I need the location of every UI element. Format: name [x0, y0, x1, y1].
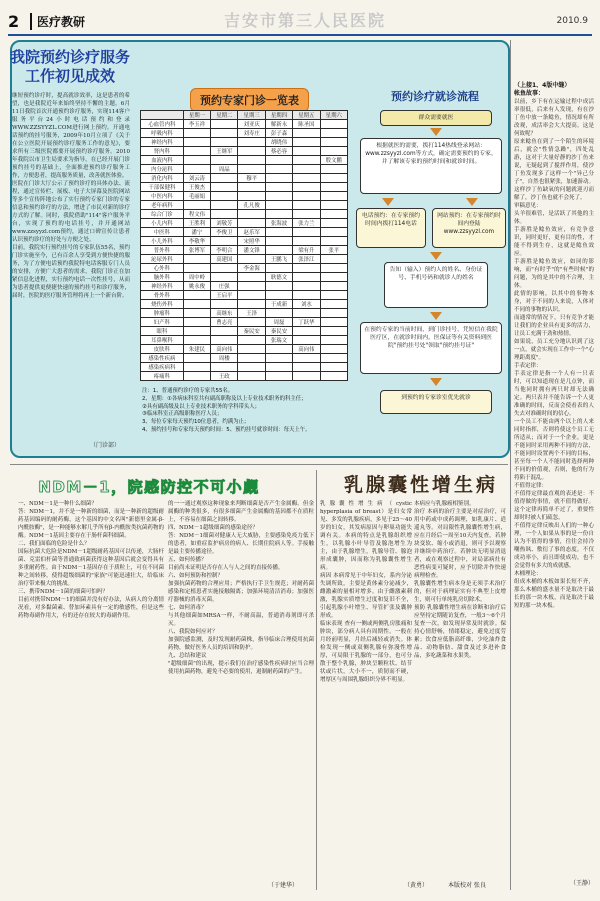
- doctor-cell: [320, 210, 347, 219]
- flow-step-submit-info: 告知（输入）预约人的姓名、身份证号、手机号码和就诊人的姓名: [384, 262, 488, 308]
- doctor-cell: [265, 363, 292, 372]
- doctor-cell: [320, 345, 347, 354]
- breast-article-body-right: 本病应与乳腺癌相鉴别。 治疗 本病的治疗主要是对症治疗，可用中药或中成药调理，如乳康片、逍遥丸等。对局限性乳腺囊性增生病，应在月经后一周至10天内复查，若肿块变软、缩小或消退，则可予以观察并继续中药治疗。若肿块无明显消退者，或在观察过程中，对局部病灶有恶性病变可疑时，应予切除并作快速病理检查。 乳腺囊性增生病本身是无须手术治疗的，但对于病理证实有不典型上皮增生，则可行单纯乳房切除术。 预防 乳腺囊性增生病在诊断和治疗后应坚持定期随访复查，一般3～6个月复查一次，如发现异常及时就诊。保持心情舒畅，情绪稳定，避免过度劳累；饮食应低脂高纤维，少吃油炸食品、动物脂肪、甜食及过多进补食品，多吃蔬菜和水果类。: [414, 501, 506, 659]
- doctor-cell: [293, 237, 320, 246]
- doctor-cell: [211, 192, 238, 201]
- schedule-row: [141, 129, 348, 138]
- doctor-cell: [211, 174, 238, 183]
- doctor-cell: [293, 264, 320, 273]
- department-cell: 妇产科: [141, 318, 184, 327]
- department-cell: 干部保健科: [141, 183, 184, 192]
- doctor-cell: [293, 282, 320, 291]
- issue-date: 2010.9: [556, 16, 588, 26]
- doctor-cell: [183, 129, 210, 138]
- doctor-cell: 张平: [320, 246, 347, 255]
- doctor-cell: [265, 183, 292, 192]
- department-cell: 小儿外科: [141, 237, 184, 246]
- doctor-cell: [320, 192, 347, 201]
- schedule-header-cell: 星期三: [238, 111, 265, 120]
- doctor-cell: 高向伟: [211, 345, 238, 354]
- breast-article-body-left: 乳腺囊性增生病（cystic hyperplasia of breast）是妇女常见、多发的乳腺疾病，多见于25～40岁的妇女，其发病原因与卵巢功能失调有关。本病的特点是乳腺组织增生，以乳腺小叶导管及腺泡增生为主，由于乳腺增生，乳腺导管、腺泡形成囊肿，因而称为乳腺囊性增生病。 病因 本病常见于中年妇女，系内分泌失调所致，主要是黄体素分泌减少，雌激素的量相对增多。由于雌激素刺激，乳腺实质增生过度和复旧不全，引起乳腺小叶增生、导管扩张及囊肿形成。 临床表现 查有一侧或两侧乳房胀痛和肿块，部分病人具有周期性。一般在月经前明显，月经后减轻或消失。体检发现一侧或双侧乳腺有弥漫性增厚，可局限于乳腺的一部分，也可分散于整个乳腺，肿块呈颗粒状、结节状或片状，大小不一，质韧而不硬，增厚区与周围乳腺组织分界不明显。: [320, 501, 412, 683]
- doctor-cell: [320, 129, 347, 138]
- doctor-cell: 潘宁: [183, 228, 210, 237]
- doctor-cell: [211, 237, 238, 246]
- doctor-cell: [183, 336, 210, 345]
- doctor-cell: [211, 264, 238, 273]
- doctor-cell: [293, 363, 320, 372]
- department-cell: 皮肤科: [141, 345, 184, 354]
- schedule-note: 4、预约挂号和专家每天预约时间：5、预约挂号就诊时间：每天上午。: [142, 426, 311, 433]
- department-cell: 感染性疾病: [141, 354, 184, 363]
- department-cell: 眼科: [141, 327, 184, 336]
- doctor-cell: [238, 138, 265, 147]
- doctor-cell: [293, 372, 320, 381]
- schedule-row: [141, 237, 348, 246]
- doctor-cell: [293, 291, 320, 300]
- schedule-title: 预约专家门诊一览表: [190, 88, 309, 112]
- schedule-header-row: [141, 111, 348, 120]
- doctor-cell: [211, 300, 238, 309]
- doctor-cell: [183, 264, 210, 273]
- doctor-cell: 刘寿庄: [238, 129, 265, 138]
- flow-step-need-care: 群众需要就医: [380, 110, 492, 126]
- page-number: 2: [8, 12, 20, 31]
- doctor-cell: [238, 336, 265, 345]
- doctor-cell: 赵乐军: [238, 228, 265, 237]
- doctor-cell: 周晶: [211, 165, 238, 174]
- doctor-cell: [238, 165, 265, 174]
- doctor-cell: 王启平: [211, 291, 238, 300]
- doctor-cell: [211, 363, 238, 372]
- department-cell: 小儿内科: [141, 219, 184, 228]
- doctor-cell: 孔凡俊: [238, 201, 265, 210]
- department-cell: 心外科: [141, 264, 184, 273]
- schedule-row: [141, 246, 348, 255]
- schedule-row: [141, 309, 348, 318]
- doctor-cell: 张博军: [183, 246, 210, 255]
- doctor-cell: [293, 273, 320, 282]
- doctor-cell: 张海波: [265, 219, 292, 228]
- flow-step-choose-expert: 根据就医的需要，拨打114热线登录网站：www.zzsyyzl.com等方式，确定需要预约的专家，并了解该专家的预约时间和就诊时间。: [360, 138, 502, 194]
- doctor-cell: 彭子森: [265, 129, 292, 138]
- doctor-cell: [211, 327, 238, 336]
- doctor-cell: [183, 156, 210, 165]
- flow-title: 预约诊疗就诊流程: [391, 90, 479, 103]
- doctor-cell: [265, 174, 292, 183]
- department-cell: 中医内科: [141, 192, 184, 201]
- section-divider: [10, 464, 508, 465]
- doctor-cell: 耿德文: [265, 273, 292, 282]
- doctor-cell: 王鹏飞: [265, 255, 292, 264]
- doctor-cell: [211, 129, 238, 138]
- masthead: 吉安市第三人民医院: [224, 11, 387, 30]
- doctor-cell: [320, 318, 347, 327]
- doctor-cell: [293, 156, 320, 165]
- doctor-cell: [320, 255, 347, 264]
- doctor-cell: [265, 237, 292, 246]
- doctor-cell: [265, 165, 292, 174]
- doctor-cell: [320, 183, 347, 192]
- schedule-row: [141, 264, 348, 273]
- schedule-row: [141, 327, 348, 336]
- doctor-cell: [293, 183, 320, 192]
- schedule-row: [141, 147, 348, 156]
- schedule-row: [141, 372, 348, 381]
- schedule-row: [141, 255, 348, 264]
- schedule-row: [141, 318, 348, 327]
- doctor-cell: [293, 228, 320, 237]
- doctor-cell: 王继军: [211, 147, 238, 156]
- sidebar-heading: [514, 82, 594, 98]
- schedule-header-cell: [141, 111, 184, 120]
- department-cell: 骨外科: [141, 291, 184, 300]
- doctor-cell: 毛丽娟: [183, 192, 210, 201]
- schedule-row: [141, 336, 348, 345]
- main-article-signature: （门诊部）: [90, 442, 121, 449]
- doctor-cell: [183, 327, 210, 336]
- doctor-cell: [183, 147, 210, 156]
- department-cell: 肾内科: [141, 147, 184, 156]
- schedule-row: [141, 345, 348, 354]
- doctor-cell: [265, 309, 292, 318]
- flow-arrow-3: [430, 252, 442, 260]
- doctor-cell: [320, 264, 347, 273]
- breast-article-title: 乳腺囊性增生病: [343, 474, 498, 496]
- schedule-notes: [142, 388, 348, 435]
- proofreader-credit: 本版校对 张良: [448, 882, 486, 889]
- ndm-article-body-right: 的一一通过观察这种现象来判断细菌是否产生金属酶。但金属酶的种类很多，有很多细菌产生金属酶的基因都不在质粒上，不容易在细菌之间转移。 四、NDM－1超级细菌的感染途径？ 答：NDM－1细菌对健康人无大威胁，主要感染免疫力低下的患者，如重症监护病房的病人、长期住院病人等。手接触是最主要传播途径。 五、如何传播？ 目前尚未证明是否存在人与人之间的直接传播。 六、如何预防和控制？ 加强抗菌药物的合理应用；严格执行手卫生规范；对耐药菌感染和定植患者实施接触隔离；加强环境清洁消毒；加强医疗器械的消毒灭菌。 七、如何消毒？ 与其他细菌如MRSA一样，不耐高温，普通消毒剂即可杀灭。 八、我院如何应对？ 加强院感监测，及时发现耐药菌株，指导临床合理使用抗菌药物，做好医务人员的培训和防护。 九、总结和建议 "超级细菌"的出现，提示我们在治疗感染性疾病时应当合理使用抗菌药物，避免不必要的使用，遏制耐药菌的产生。: [168, 501, 314, 675]
- department-cell: 心血管内科: [141, 120, 184, 129]
- doctor-cell: 解新永: [265, 120, 292, 129]
- doctor-cell: [293, 327, 320, 336]
- doctor-cell: 李金海: [238, 264, 265, 273]
- doctor-cell: 刘水: [293, 300, 320, 309]
- doctor-cell: 王俊杰: [183, 183, 210, 192]
- department-cell: 烧伤外科: [141, 300, 184, 309]
- doctor-cell: [320, 363, 347, 372]
- sidebar-continued-note: （上接1、4版中缝）: [514, 82, 571, 89]
- schedule-row: [141, 219, 348, 228]
- doctor-cell: [211, 336, 238, 345]
- doctor-cell: [238, 318, 265, 327]
- schedule-header-cell: 星期一: [183, 111, 210, 120]
- doctor-cell: 潘文锋: [238, 246, 265, 255]
- doctor-cell: [183, 138, 210, 147]
- doctor-cell: [265, 354, 292, 363]
- doctor-cell: 王政: [211, 372, 238, 381]
- doctor-cell: 李明合: [211, 246, 238, 255]
- department-cell: 感染疾病科: [141, 363, 184, 372]
- doctor-cell: 丁跃华: [293, 318, 320, 327]
- main-article-body: 继短预约诊疗时，提高就诊效率，这是患者的希望，也是我院近年来始终坚持不懈的主题。6月11日我院首次开通预约诊疗服务，实现114客户服务平台24小时电话预约和登录WWW.ZZSYYZL.COM进行网上预约。开通电话预约的挂号服务，2009年10月立项了《关于在公立医院开展预约诊疗服务工作的意见》，要求所有三级医院都要开展预约诊疗服务。2010年我院以市卫生局要求为指导，在已经开展门诊预约挂号的基础上，全面推进预约诊疗服务工作，方便患者，提高服务质量，改善就医体验。 医院在门诊大厅公示了预约诊疗的具体办法、流程，通过宣传栏、展板、电子大屏幕及医院网站等多个宣传阵地公布了实行预约专家门诊的专家信息和预约诊疗的方法，增进了市民对新的诊疗方式的了解。同时，我院借助"114"客户服务平台，实现了预约的电话挂号，并开通网站www.zzsyyzl.com预约，通过口碑宣传让患者认识预约诊疗的好处与方便之处。 目前，我院实行预约挂号的专家队伍55名，预约门诊实施至今，已有百余人享受到方便快捷的服务，为了方便电话预约我院特电话客服专门人员的安排，方便广大患者的需求，我院门诊正在加紧信息化进程，实行预约电话一次性挂号，从而为患者提供更便捷快速的预约挂号和诊疗服务，届时，医院的医疗服务管理将再上一个新台阶。: [12, 93, 130, 299]
- department-cell: 内分泌科: [141, 165, 184, 174]
- doctor-cell: [320, 291, 347, 300]
- doctor-cell: [238, 192, 265, 201]
- doctor-cell: [265, 192, 292, 201]
- doctor-cell: 胡晓伟: [265, 138, 292, 147]
- doctor-cell: 高建国: [211, 255, 238, 264]
- doctor-cell: [320, 372, 347, 381]
- schedule-row: [141, 282, 348, 291]
- doctor-cell: 高继东: [211, 309, 238, 318]
- doctor-cell: [183, 318, 210, 327]
- doctor-cell: 姚永俊: [183, 282, 210, 291]
- doctor-cell: 王胜利: [183, 219, 210, 228]
- doctor-cell: 朱建民: [183, 345, 210, 354]
- doctor-cell: 程文伟: [183, 210, 210, 219]
- flow-arrow-1: [430, 128, 442, 136]
- doctor-cell: [238, 282, 265, 291]
- doctor-cell: 张泽江: [293, 255, 320, 264]
- doctor-cell: [265, 372, 292, 381]
- ndm-article-body-left: 一、NDM－1是一种什么细菌？ 答：NDM－1，并不是一种新的细菌，而是一种新的超级耐药基因编码的耐药酶，这个基因的中文名叫"新德里金属-β-内酰胺酶"，是一种能够水解几乎所有β-内酰胺类抗菌药物的酶。NDM－1基因主要存在于肠杆菌科细菌。 二、我们面临的危险是什么？ 国际抗菌大危险是NDM－1超级耐药基因可以传递，大肠杆菌、克雷伯杆菌等普通致病菌获得这种基因后就会变得具有多重耐药性。由于NDM－1基因存在于质粒上，可在不同菌种之间转移，使得超级细菌的"家族"可能迅速壮大，给临床治疗带来极大的挑战。 三、携带NDM－1菌的细菌可怕吗？ 目前对携带NDM－1的细菌并没有好办法，从病人的分离情况看，对多黏菌素、替加环素具有一定的敏感性，但是这些药物毒副作用大，有的还存在较大的毒副作用。: [18, 501, 164, 619]
- schedule-header-cell: 星期六: [320, 111, 347, 120]
- doctor-cell: 刘亚庆: [238, 120, 265, 129]
- doctor-cell: [265, 210, 292, 219]
- doctor-cell: 李玉祥: [183, 120, 210, 129]
- doctor-cell: [320, 282, 347, 291]
- doctor-cell: [238, 273, 265, 282]
- doctor-cell: [238, 255, 265, 264]
- schedule-row: [141, 138, 348, 147]
- doctor-cell: 于成新: [265, 300, 292, 309]
- doctor-cell: [265, 345, 292, 354]
- doctor-cell: 秦民安: [265, 327, 292, 336]
- schedule-row: [141, 363, 348, 372]
- doctor-cell: 梁有升: [293, 246, 320, 255]
- doctor-cell: [211, 183, 238, 192]
- doctor-cell: [320, 228, 347, 237]
- doctor-cell: [293, 174, 320, 183]
- doctor-cell: 穆平: [238, 174, 265, 183]
- department-cell: 综合门诊: [141, 210, 184, 219]
- doctor-cell: [183, 300, 210, 309]
- doctor-cell: [320, 138, 347, 147]
- doctor-cell: [293, 201, 320, 210]
- department-cell: 呼吸内科: [141, 129, 184, 138]
- flow-arrow-4: [430, 312, 442, 320]
- doctor-cell: [293, 138, 320, 147]
- schedule-row: [141, 291, 348, 300]
- doctor-cell: [320, 201, 347, 210]
- doctor-cell: 宋照华: [238, 237, 265, 246]
- doctor-cell: 刘云涛: [183, 174, 210, 183]
- flow-step-priority-visit: 到预约的专家诊室优先就诊: [380, 390, 492, 414]
- doctor-cell: [238, 210, 265, 219]
- schedule-row: [141, 354, 348, 363]
- doctor-cell: [320, 354, 347, 363]
- column-divider: [316, 470, 317, 890]
- schedule-body: [141, 120, 348, 381]
- doctor-cell: 李敬华: [183, 237, 210, 246]
- department-cell: 脑外科: [141, 273, 184, 282]
- department-cell: 中医科: [141, 228, 184, 237]
- doctor-cell: [293, 336, 320, 345]
- doctor-cell: [293, 354, 320, 363]
- doctor-cell: [320, 147, 347, 156]
- doctor-cell: [293, 129, 320, 138]
- schedule-row: [141, 210, 348, 219]
- doctor-cell: [320, 237, 347, 246]
- sidebar-body: 以前，乡下有在运输过程中成活率很低，后来有人发现，有在沙丁鱼中放一条鲶鱼，情况却有所改观，成活率会大大提高。这是何故呢？ 原来鲶鱼在到了一个陌生的环境后，就会"性情急躁"，四处乱游，这对于大量好静的沙丁鱼来说，无疑起到了搅拌作用，使沙丁鱼发现多了这样一个"异己分子"，自然也很紧张，加速游动。这样沙丁鱼缺氧的问题就迎刃而解了，沙丁鱼也就不会死了。 审稿意见： 头羊很难管，是活跃了其他的主体。 手游胜是鲶鱼效应，有竞争意识，同时更好，更有目的性，才能不得到生存，这就是鲶鱼效应。 手游胜是鲶鱼效应，如同的影响，而"有时乎"的"有些时候"的问题，为的是其中的不合理，主体。 此情的影响，以其中的事物本身，对于不同的人来说，人体对不同的事物的认识。 而通常的情况下，只有竞争才能让我们的企业具有更多的活力，让员工充满干劲和热情。 如果说，员工充分地认识到了这一点，就会实现在工作中一个"心理距离度"。 手表定律： 手表定律是指一个人有一只表时，可以知道现在是几点钟，而当他同时拥有两只时却无法确定。两只表并不能告诉一个人更准确的时间，反而会使看表的人失去对准确时间的信心。 一个员工不能由两个以上的人来同时指挥，否则将使这个员工无所适从；而对于一个企业，更是不能同时采用两种不同的方法，不能同时设置两个不同的目标，甚至每一个人不能同时选择两种不同的价值观，否则，他的行为将陷于混乱。 不值得定律： 不值得定律最直观的表述是：不值得做的事情，就不值得做好。这个定律再简单不过了，重要性却时时被人们疏忽。 不值得定律反映出人们的一种心理，一个人如果从事的是一份自认为不值得的事情，往往会持冷嘲热讽、敷衍了事的态度。不仅成功率小，而且即使成功，也不会觉得有多大的成就感。 木桶理论： 组成木桶的木板如果长短不齐，那么木桶的盛水量不是取决于最长的那一块木板，而是取决于最短的那一块木板。: [514, 99, 594, 609]
- doctor-cell: [211, 210, 238, 219]
- doctor-cell: [238, 354, 265, 363]
- doctor-cell: [238, 300, 265, 309]
- schedule-row: [141, 174, 348, 183]
- department-cell: 肿瘤科: [141, 309, 184, 318]
- doctor-cell: [183, 363, 210, 372]
- schedule-note: 2、星期：①各病床科室共有副高职称及以上专业技术职务的科主任；: [142, 395, 307, 402]
- doctor-cell: [265, 246, 292, 255]
- department-cell: 神经内科: [141, 138, 184, 147]
- doctor-cell: [265, 228, 292, 237]
- schedule-row: [141, 165, 348, 174]
- doctor-cell: 周楼: [211, 354, 238, 363]
- schedule-row: [141, 120, 348, 129]
- schedule-note: 3、每位专家每天预约10位患者，约满为止；: [142, 419, 250, 426]
- doctor-cell: 张力兰: [293, 219, 320, 228]
- doctor-cell: [238, 183, 265, 192]
- doctor-cell: [320, 174, 347, 183]
- department-cell: 耳鼻喉科: [141, 336, 184, 345]
- schedule-note: 注：1、普通预约诊疗的专家共55名。: [142, 388, 234, 394]
- department-cell: 神经外科: [141, 282, 184, 291]
- doctor-cell: 庄强: [211, 282, 238, 291]
- flow-arrow-5: [430, 378, 442, 386]
- schedule-row: [141, 183, 348, 192]
- doctor-cell: [183, 201, 210, 210]
- doctor-cell: [320, 336, 347, 345]
- doctor-cell: [183, 309, 210, 318]
- doctor-cell: 李俊卫: [211, 228, 238, 237]
- page-header: [8, 8, 592, 36]
- doctor-cell: [320, 120, 347, 129]
- doctor-cell: [183, 372, 210, 381]
- doctor-cell: [293, 147, 320, 156]
- doctor-cell: [183, 291, 210, 300]
- doctor-cell: [238, 363, 265, 372]
- doctor-cell: [320, 273, 347, 282]
- schedule-header-cell: 星期五: [293, 111, 320, 120]
- doctor-cell: [183, 165, 210, 174]
- doctor-cell: 高向伟: [293, 345, 320, 354]
- flow-arrow-2b: [466, 198, 478, 206]
- doctor-cell: [211, 156, 238, 165]
- sidebar-signature: （王静）: [569, 880, 594, 887]
- doctor-cell: [211, 120, 238, 129]
- doctor-cell: [211, 273, 238, 282]
- flow-step-collect-ticket: 在预约专家的当前时间，到门诊挂号，凭短信在我院医疗区，在就诊时间内，医保证等有关资料到医院"预约挂号处"领取"预约挂号证": [360, 322, 502, 374]
- doctor-cell: 刘敬芳: [211, 219, 238, 228]
- doctor-cell: [293, 210, 320, 219]
- sidebar-column: [514, 82, 594, 900]
- schedule-row: [141, 192, 348, 201]
- doctor-cell: [238, 291, 265, 300]
- doctor-cell: [293, 165, 320, 174]
- schedule-header-cell: 星期二: [211, 111, 238, 120]
- main-article-title: 我院预约诊疗服务工作初见成效: [10, 48, 131, 85]
- doctor-cell: 王泽: [238, 309, 265, 318]
- ndm-article-title: NDM－1，院感防控不可小觑: [38, 478, 260, 496]
- flow-arrow-2a: [382, 198, 394, 206]
- flow-step-web-booking: 网站预约：在专家预约时间内登陆www.zzsyyzl.com: [432, 208, 506, 248]
- doctor-cell: [265, 156, 292, 165]
- breast-article-signature: （黄勇）: [404, 882, 429, 889]
- schedule-row: [141, 273, 348, 282]
- doctor-cell: 曹志亮: [211, 318, 238, 327]
- section-name: 医疗教研: [30, 13, 85, 30]
- doctor-cell: [265, 201, 292, 210]
- doctor-cell: [183, 354, 210, 363]
- doctor-cell: [320, 300, 347, 309]
- doctor-cell: [211, 201, 238, 210]
- doctor-cell: 秦民安: [238, 327, 265, 336]
- doctor-cell: 周磊: [265, 318, 292, 327]
- doctor-cell: [320, 309, 347, 318]
- department-cell: 普外科: [141, 246, 184, 255]
- schedule-row: [141, 228, 348, 237]
- doctor-cell: [265, 291, 292, 300]
- doctor-cell: 殷文鹏: [320, 156, 347, 165]
- doctor-cell: 张瑞文: [265, 336, 292, 345]
- doctor-cell: [238, 219, 265, 228]
- doctor-cell: [320, 327, 347, 336]
- flow-step-phone-booking: 电话预约：在专家预约时间内拨打114电话: [356, 208, 426, 248]
- doctor-cell: [265, 282, 292, 291]
- schedule-row: [141, 156, 348, 165]
- doctor-cell: 蔡必容: [265, 147, 292, 156]
- schedule-row: [141, 300, 348, 309]
- department-cell: 血液内科: [141, 156, 184, 165]
- schedule-note: ②具有副高级及以上专业技术职务的学科带头人；: [142, 403, 261, 410]
- expert-schedule-table: [140, 110, 348, 381]
- doctor-cell: [238, 147, 265, 156]
- department-cell: 老年病科: [141, 201, 184, 210]
- doctor-cell: [238, 372, 265, 381]
- doctor-cell: [238, 156, 265, 165]
- ndm-article-signature: （于建华）: [268, 882, 299, 889]
- doctor-cell: [238, 345, 265, 354]
- sidebar-divider: [510, 40, 511, 890]
- doctor-cell: [293, 309, 320, 318]
- doctor-cell: [320, 165, 347, 174]
- department-cell: 泌尿外科: [141, 255, 184, 264]
- sidebar-subtitle: 帐鱼故事：: [514, 90, 545, 97]
- schedule-header-cell: 星期四: [265, 111, 292, 120]
- schedule-note: ③临床科室正高级职称医疗人员；: [142, 411, 223, 418]
- schedule-row: [141, 201, 348, 210]
- doctor-cell: [265, 264, 292, 273]
- doctor-cell: [293, 192, 320, 201]
- doctor-cell: [183, 255, 210, 264]
- doctor-cell: 陈圣国: [293, 120, 320, 129]
- department-cell: 消化内科: [141, 174, 184, 183]
- doctor-cell: 周中岭: [183, 273, 210, 282]
- doctor-cell: [320, 219, 347, 228]
- department-cell: 疼痛科: [141, 372, 184, 381]
- doctor-cell: [211, 138, 238, 147]
